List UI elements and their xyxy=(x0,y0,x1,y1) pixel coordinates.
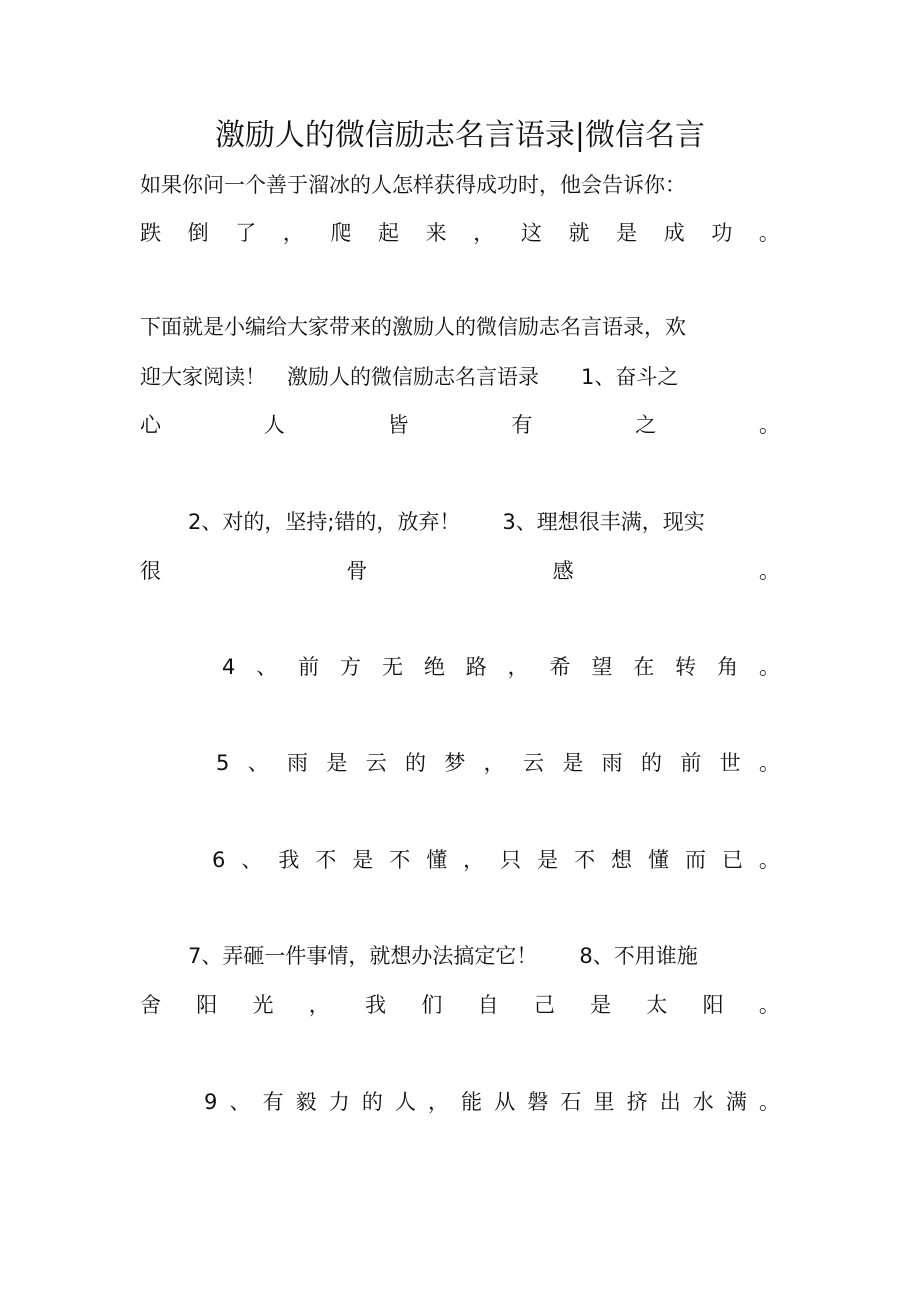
char: 骨 xyxy=(346,559,368,583)
char: 望 xyxy=(591,655,613,679)
char: 是 xyxy=(616,221,638,245)
char: 从 xyxy=(494,1090,516,1114)
char: 阳 xyxy=(702,993,724,1017)
char: 毅 xyxy=(295,1090,317,1114)
char: 希 xyxy=(549,655,571,679)
char: 、 xyxy=(229,1090,251,1114)
char: 这 xyxy=(520,221,542,245)
text-line-justified xyxy=(140,990,780,1020)
char: 人 xyxy=(394,1090,416,1114)
char: 懂 xyxy=(426,848,448,872)
char: 功 xyxy=(711,221,733,245)
char: 角 xyxy=(717,655,739,679)
char: 而 xyxy=(684,848,706,872)
text-line-justified xyxy=(216,748,780,778)
char: 人 xyxy=(263,413,285,437)
char: 了 xyxy=(235,221,257,245)
char: 梦 xyxy=(444,751,466,775)
text-line-justified xyxy=(140,218,780,248)
char: 之 xyxy=(635,413,657,437)
char: 就 xyxy=(568,221,590,245)
char: 方 xyxy=(340,655,362,679)
text-line: 2、对的，坚持;错的，放弃！ 3、理想很丰满，现实 xyxy=(188,510,705,534)
char: 世 xyxy=(719,751,741,775)
char: 5 xyxy=(216,751,230,775)
char: 不 xyxy=(389,848,411,872)
char: 能 xyxy=(461,1090,483,1114)
char: 云 xyxy=(365,751,387,775)
char: ， xyxy=(473,221,495,245)
char: ， xyxy=(308,993,330,1017)
char: 懂 xyxy=(648,848,669,872)
char: 6 xyxy=(212,848,226,872)
char: 里 xyxy=(593,1090,615,1114)
char: 前 xyxy=(298,655,320,679)
char: 石 xyxy=(560,1090,582,1114)
text-line-justified xyxy=(140,410,780,440)
char: 。 xyxy=(758,751,780,775)
char: 阳 xyxy=(196,993,218,1017)
char: 我 xyxy=(365,993,387,1017)
char: 磐 xyxy=(527,1090,549,1114)
char: ， xyxy=(507,655,529,679)
char: 力 xyxy=(328,1090,350,1114)
char: 有 xyxy=(262,1090,284,1114)
char: 已 xyxy=(721,848,743,872)
text-line-justified xyxy=(222,652,780,682)
char: 太 xyxy=(646,993,668,1017)
char: 。 xyxy=(758,221,780,245)
char: 是 xyxy=(537,848,559,872)
text-line: 迎大家阅读！ 激励人的微信励志名言语录 1、奋斗之 xyxy=(140,365,679,389)
char: 是 xyxy=(352,848,374,872)
char: 满 xyxy=(725,1090,747,1114)
char: 绝 xyxy=(423,655,445,679)
char: ， xyxy=(463,848,485,872)
char: 只 xyxy=(500,848,522,872)
char: 跌 xyxy=(140,221,161,245)
text-line: 7、弄砸一件事情，就想办法搞定它！ 8、不用谁施 xyxy=(188,944,698,968)
char: 光 xyxy=(252,993,274,1017)
char: 不 xyxy=(574,848,596,872)
char: 倒 xyxy=(187,221,209,245)
text-line-justified xyxy=(140,556,780,586)
char: 4 xyxy=(222,655,236,679)
char: 皆 xyxy=(387,413,409,437)
char: 的 xyxy=(405,751,427,775)
char: 雨 xyxy=(287,751,309,775)
char: 雨 xyxy=(601,751,623,775)
char: 是 xyxy=(326,751,348,775)
char: 是 xyxy=(590,993,612,1017)
char: 、 xyxy=(247,751,269,775)
char: 舍 xyxy=(140,993,161,1017)
char: 们 xyxy=(421,993,443,1017)
text-line-justified xyxy=(212,845,780,875)
char: 很 xyxy=(140,559,161,583)
char: 自 xyxy=(477,993,499,1017)
char: 。 xyxy=(758,993,780,1017)
char: ， xyxy=(428,1090,450,1114)
char: 成 xyxy=(663,221,685,245)
char: 。 xyxy=(758,413,780,437)
document-title: 激励人的微信励志名言语录|微信名言 xyxy=(214,118,706,153)
char: 。 xyxy=(758,559,780,583)
char: 有 xyxy=(511,413,533,437)
char: 、 xyxy=(241,848,263,872)
char: 是 xyxy=(562,751,584,775)
char: 。 xyxy=(758,1090,780,1114)
char: 心 xyxy=(140,413,161,437)
char: 前 xyxy=(680,751,702,775)
text-line-justified xyxy=(204,1087,780,1117)
char: 的 xyxy=(361,1090,383,1114)
char: 出 xyxy=(659,1090,681,1114)
char: 己 xyxy=(533,993,555,1017)
char: 的 xyxy=(640,751,662,775)
char: 无 xyxy=(381,655,403,679)
char: 想 xyxy=(611,848,633,872)
char: ， xyxy=(483,751,505,775)
char: 爬 xyxy=(330,221,352,245)
char: 来 xyxy=(425,221,447,245)
char: 挤 xyxy=(626,1090,648,1114)
char: 云 xyxy=(523,751,544,775)
char: 转 xyxy=(675,655,697,679)
text-line: 下面就是小编给大家带来的激励人的微信励志名言语录，欢 xyxy=(140,315,686,339)
char: 感 xyxy=(552,559,574,583)
char: 。 xyxy=(758,655,780,679)
char: 在 xyxy=(633,655,655,679)
text-line: 如果你问一个善于溜冰的人怎样获得成功时，他会告诉你： xyxy=(140,173,686,197)
char: 路 xyxy=(465,655,487,679)
char: 起 xyxy=(378,221,400,245)
char: 我 xyxy=(278,848,300,872)
char: 。 xyxy=(758,848,780,872)
char: 9 xyxy=(204,1090,218,1114)
char: 不 xyxy=(315,848,337,872)
char: 、 xyxy=(256,655,278,679)
char: 水 xyxy=(692,1090,714,1114)
char: ， xyxy=(282,221,304,245)
